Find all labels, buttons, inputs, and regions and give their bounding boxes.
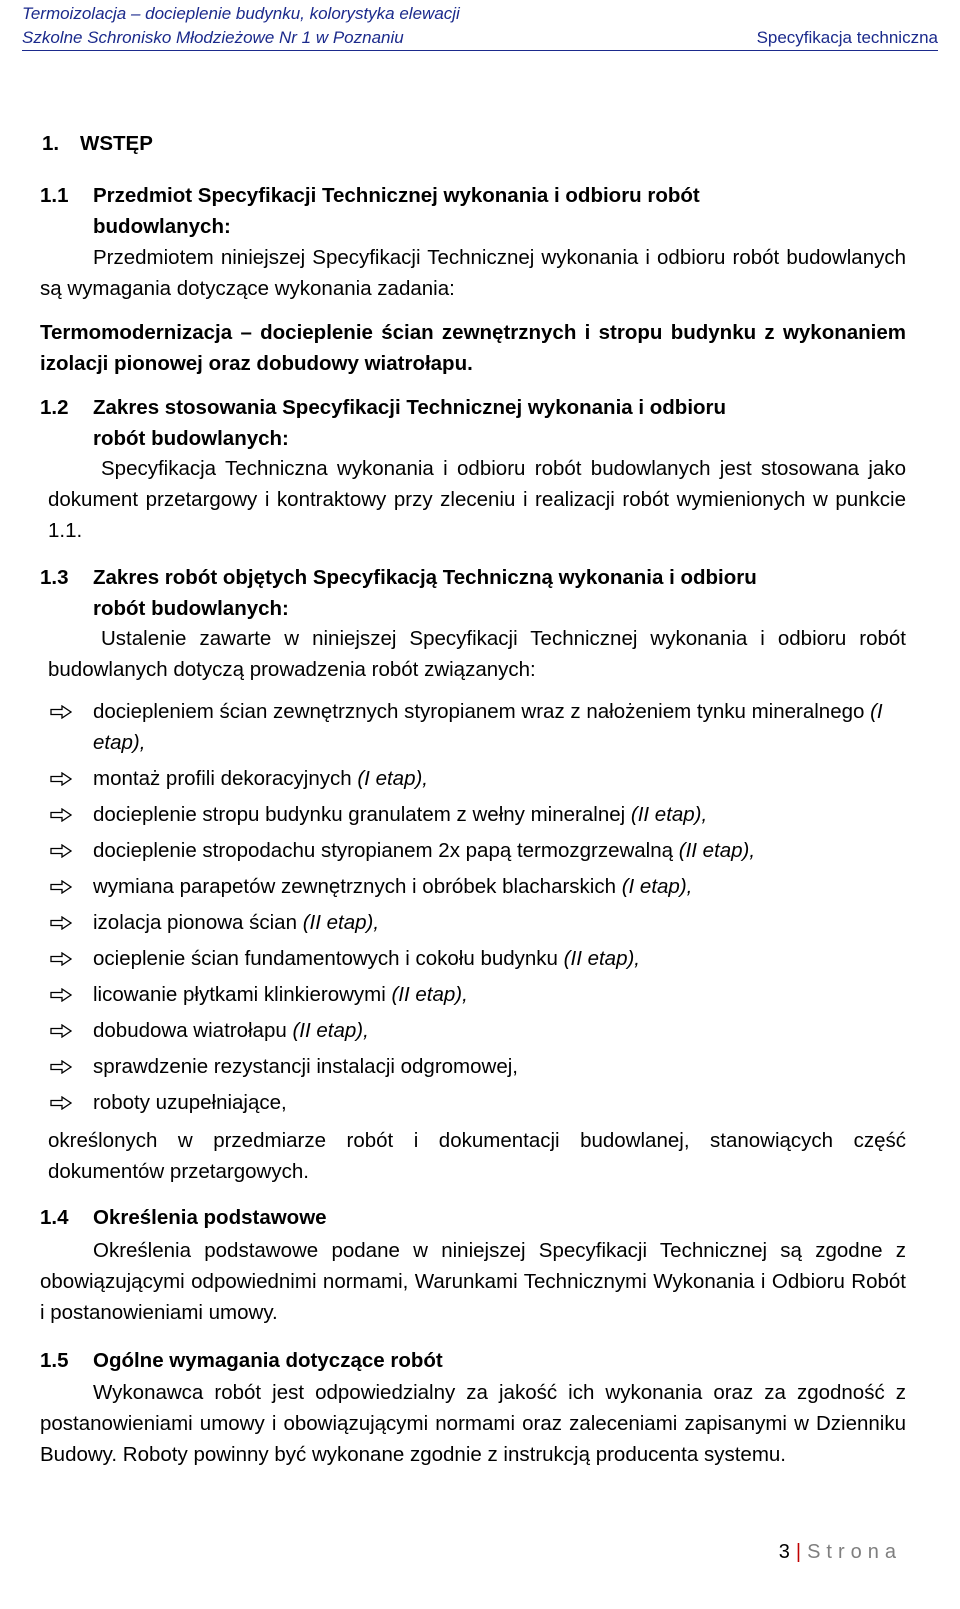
list-item (48, 799, 908, 830)
list-item-stage: (I etap), (93, 700, 883, 754)
header-institution: Szkolne Schronisko Młodzieżowe Nr 1 w Poznaniu (22, 28, 404, 47)
list-item (48, 943, 908, 974)
outline-right-arrow-icon (50, 1024, 72, 1038)
subsection-title-line: Przedmiot Specyfikacji Technicznej wykonania i odbioru robót (93, 184, 700, 207)
subsection-title-line: budowlanych: (93, 215, 231, 238)
list-item-text: montaż profili dekoracyjnych (93, 767, 352, 790)
footer-separator: | (795, 1541, 802, 1563)
header-doc-type: Specyfikacja techniczna (756, 28, 938, 47)
list-item-stage: (I etap), (357, 767, 428, 790)
footer-page-label: Strona (807, 1541, 902, 1563)
outline-right-arrow-icon (50, 844, 72, 858)
subsection-1-4-body: Określenia podstawowe podane w niniejszej Specyfikacji Technicznej są zgodne z obowiązującymi odpowiednimi normami, Warunkami Technicznymi Wykonania i Odbioru Robót i postanowieniami umowy. (40, 1239, 906, 1324)
page-footer (779, 1537, 902, 1567)
header-divider (22, 50, 938, 51)
outline-right-arrow-icon (50, 988, 72, 1002)
list-item-text: sprawdzenie rezystancji instalacji odgromowej, (93, 1055, 518, 1078)
subsection-title-line: Zakres robót objętych Specyfikacją Techniczną wykonania i odbioru (93, 566, 757, 589)
outline-right-arrow-icon (50, 916, 72, 930)
subsection-1-3-body: Ustalenie zawarte w niniejszej Specyfikacji Technicznej wykonania i odbioru robót budowlanych dotyczą prowadzenia robót związanych: (48, 627, 906, 681)
outline-right-arrow-icon (50, 808, 72, 822)
section-title: WSTĘP (80, 132, 153, 155)
subsection-number: 1.5 (40, 1349, 69, 1372)
outline-right-arrow-icon (50, 1060, 72, 1074)
list-item (48, 1087, 908, 1118)
subsection-1-1-heading (40, 180, 906, 242)
section-heading (42, 128, 742, 159)
subsection-number: 1.3 (40, 566, 69, 589)
list-item-text: wymiana parapetów zewnętrznych i obróbek blacharskich (93, 875, 617, 898)
outline-right-arrow-icon (50, 880, 72, 894)
list-item (48, 763, 908, 794)
list-item-text: izolacja pionowa ścian (93, 911, 297, 934)
subsection-title-line: robót budowlanych: (93, 597, 289, 620)
list-item-stage: (I etap), (621, 875, 693, 898)
list-item-text: ocieplenie ścian fundamentowych i cokołu budynku (93, 947, 558, 970)
subsection-1-5-heading (40, 1345, 906, 1376)
list-item-text: dociepleniem ścian zewnętrznych styropianem wraz z nałożeniem tynku mineralnego (93, 700, 865, 723)
subsection-title-line: Zakres stosowania Specyfikacji Technicznej wykonania i odbioru (93, 396, 727, 419)
subsection-1-3-closing: określonych w przedmiarze robót i dokumentacji budowlanej, stanowiących część dokumentów przetargowych. (48, 1129, 906, 1183)
list-item-text: licowanie płytkami klinkierowymi (93, 983, 386, 1006)
outline-right-arrow-icon (50, 952, 72, 966)
subsection-number: 1.4 (40, 1206, 69, 1229)
subsection-1-5-body: Wykonawca robót jest odpowiedzialny za jakość ich wykonania oraz za zgodność z postanowieniami umowy i obowiązującymi normami oraz zaleceniami zapisanymi w Dzienniku Budowy. Roboty powinny być wykonane zgodnie z instrukcją producenta systemu. (40, 1381, 906, 1466)
outline-right-arrow-icon (50, 1096, 72, 1110)
list-item (48, 1051, 908, 1082)
list-item-text: dobudowa wiatrołapu (93, 1019, 287, 1042)
section-number: 1. (42, 132, 60, 155)
outline-right-arrow-icon (50, 772, 72, 786)
list-item (48, 835, 908, 866)
scope-list (48, 696, 908, 1123)
subsection-1-2-body: Specyfikacja Techniczna wykonania i odbioru robót budowlanych jest stosowana jako dokument przetargowy i kontraktowy przy zleceniu i realizacji robót wymienionych w punkcie 1.1. (48, 457, 906, 542)
list-item-stage: (II etap), (563, 947, 641, 970)
list-item-stage: (II etap), (678, 839, 756, 862)
list-item (48, 1015, 908, 1046)
list-item (48, 871, 908, 902)
subsection-1-3-heading (40, 562, 906, 624)
subsection-1-1-body: Przedmiotem niniejszej Specyfikacji Technicznej wykonania i odbioru robót budowlanych są wymagania dotyczące wykonania zadania: (40, 246, 906, 300)
list-item-stage: (II etap), (630, 803, 708, 826)
page-number: 3 (778, 1541, 790, 1563)
list-item-stage: (II etap), (302, 911, 380, 934)
outline-right-arrow-icon (50, 705, 72, 719)
subsection-title: Ogólne wymagania dotyczące robót (93, 1349, 443, 1372)
subsection-1-2-heading (40, 392, 906, 454)
subsection-1-4-heading (40, 1202, 906, 1233)
task-description: Termomodernizacja – docieplenie ścian zewnętrznych i stropu budynku z wykonaniem izolacji pionowej oraz dobudowy wiatrołapu. (40, 321, 906, 375)
header-document-title: Termoizolacja – docieplenie budynku, kolorystyka elewacji (22, 4, 460, 23)
list-item-text: docieplenie stropodachu styropianem 2x papą termozgrzewalną (93, 839, 674, 862)
list-item-stage: (II etap), (292, 1019, 369, 1042)
subsection-number: 1.2 (40, 396, 69, 419)
list-item (48, 907, 908, 938)
list-item-stage: (II etap), (391, 983, 468, 1006)
subsection-number: 1.1 (40, 184, 69, 207)
list-item (48, 696, 908, 758)
list-item (48, 979, 908, 1010)
subsection-title: Określenia podstawowe (93, 1206, 327, 1229)
list-item-text: roboty uzupełniające, (93, 1091, 287, 1114)
subsection-title-line: robót budowlanych: (93, 427, 289, 450)
list-item-text: docieplenie stropu budynku granulatem z wełny mineralnej (93, 803, 626, 826)
